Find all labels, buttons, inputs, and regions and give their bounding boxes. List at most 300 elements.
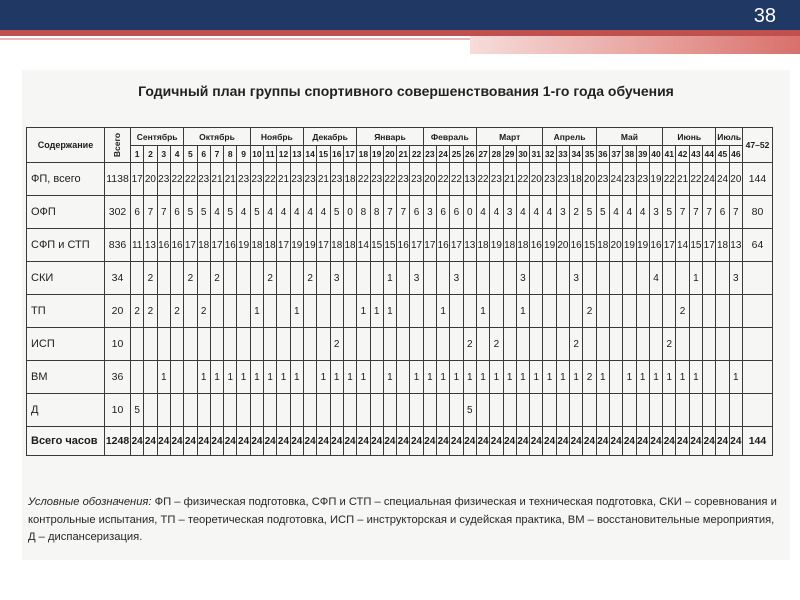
week-cell bbox=[184, 394, 197, 427]
week-cell bbox=[503, 295, 516, 328]
week-cell: 4 bbox=[530, 196, 543, 229]
week-cell: 18 bbox=[476, 229, 489, 262]
week-cell bbox=[343, 295, 356, 328]
week-cell: 2 bbox=[330, 328, 343, 361]
week-cell: 6 bbox=[437, 196, 450, 229]
row-total: 36 bbox=[105, 361, 131, 394]
week-cell bbox=[649, 328, 662, 361]
week-cell bbox=[184, 295, 197, 328]
week-cell bbox=[490, 262, 503, 295]
week-cell: 1 bbox=[450, 361, 463, 394]
week-cell bbox=[663, 295, 676, 328]
week-cell bbox=[530, 295, 543, 328]
week-number: 23 bbox=[423, 146, 436, 163]
summary-week-cell: 24 bbox=[423, 427, 436, 456]
table-row bbox=[27, 361, 773, 394]
week-cell bbox=[716, 295, 729, 328]
week-cell bbox=[649, 295, 662, 328]
week-cell: 7 bbox=[383, 196, 396, 229]
week-cell: 3 bbox=[556, 196, 569, 229]
week-cell bbox=[237, 394, 250, 427]
week-cell: 16 bbox=[397, 229, 410, 262]
week-cell: 13 bbox=[463, 163, 476, 196]
week-cell bbox=[290, 328, 303, 361]
week-cell: 24 bbox=[716, 163, 729, 196]
summary-week-cell: 24 bbox=[490, 427, 503, 456]
week-cell: 1 bbox=[663, 361, 676, 394]
week-cell: 2 bbox=[170, 295, 183, 328]
summary-week-cell: 24 bbox=[330, 427, 343, 456]
week-cell bbox=[423, 295, 436, 328]
week-cell bbox=[556, 394, 569, 427]
week-cell: 20 bbox=[144, 163, 157, 196]
week-cell: 6 bbox=[131, 196, 144, 229]
week-cell: 5 bbox=[330, 196, 343, 229]
week-cell: 21 bbox=[210, 163, 223, 196]
week-cell bbox=[676, 262, 689, 295]
week-cell bbox=[370, 361, 383, 394]
week-cell bbox=[397, 262, 410, 295]
week-number: 39 bbox=[636, 146, 649, 163]
week-cell bbox=[317, 328, 330, 361]
week-number: 32 bbox=[543, 146, 556, 163]
week-cell bbox=[623, 328, 636, 361]
summary-row bbox=[27, 427, 773, 456]
total-header bbox=[105, 128, 131, 163]
week-cell bbox=[716, 328, 729, 361]
week-number: 9 bbox=[237, 146, 250, 163]
week-cell: 1 bbox=[357, 361, 370, 394]
week-cell: 18 bbox=[516, 229, 529, 262]
month-header: Декабрь bbox=[303, 128, 356, 146]
week-cell bbox=[397, 394, 410, 427]
month-header: Май bbox=[596, 128, 663, 146]
week-cell: 1 bbox=[649, 361, 662, 394]
row-total: 10 bbox=[105, 394, 131, 427]
week-cell bbox=[596, 394, 609, 427]
week-cell: 19 bbox=[649, 163, 662, 196]
final-weeks-cell bbox=[742, 394, 772, 427]
week-cell bbox=[716, 262, 729, 295]
week-cell: 6 bbox=[716, 196, 729, 229]
week-cell bbox=[583, 328, 596, 361]
final-weeks-cell bbox=[742, 328, 772, 361]
week-number: 4 bbox=[170, 146, 183, 163]
week-cell: 23 bbox=[157, 163, 170, 196]
week-cell: 17 bbox=[423, 229, 436, 262]
week-cell: 23 bbox=[303, 163, 316, 196]
week-cell bbox=[343, 262, 356, 295]
week-number: 38 bbox=[623, 146, 636, 163]
week-cell bbox=[157, 394, 170, 427]
week-number: 36 bbox=[596, 146, 609, 163]
scanned-document bbox=[22, 70, 790, 560]
summary-week-cell: 24 bbox=[370, 427, 383, 456]
week-cell: 1 bbox=[157, 361, 170, 394]
week-number: 7 bbox=[210, 146, 223, 163]
week-cell bbox=[703, 328, 716, 361]
week-cell bbox=[623, 295, 636, 328]
week-cell bbox=[184, 328, 197, 361]
week-number: 43 bbox=[689, 146, 702, 163]
week-cell: 1 bbox=[330, 361, 343, 394]
week-number: 30 bbox=[516, 146, 529, 163]
week-cell: 15 bbox=[689, 229, 702, 262]
week-cell bbox=[596, 295, 609, 328]
week-cell bbox=[303, 328, 316, 361]
week-cell bbox=[237, 295, 250, 328]
final-weeks-cell: 144 bbox=[742, 163, 772, 196]
week-cell bbox=[636, 262, 649, 295]
summary-week-cell: 24 bbox=[277, 427, 290, 456]
summary-total: 1248 bbox=[105, 427, 131, 456]
week-cell: 1 bbox=[210, 361, 223, 394]
week-cell bbox=[210, 394, 223, 427]
week-cell: 1 bbox=[476, 361, 489, 394]
week-cell bbox=[224, 394, 237, 427]
slide-accent-line bbox=[0, 38, 470, 40]
week-cell: 2 bbox=[570, 196, 583, 229]
table-row bbox=[27, 394, 773, 427]
week-cell bbox=[729, 295, 742, 328]
week-cell: 8 bbox=[357, 196, 370, 229]
week-cell bbox=[450, 394, 463, 427]
week-cell: 1 bbox=[250, 361, 263, 394]
week-cell: 1 bbox=[623, 361, 636, 394]
row-total: 20 bbox=[105, 295, 131, 328]
week-cell: 2 bbox=[463, 328, 476, 361]
week-cell: 21 bbox=[503, 163, 516, 196]
summary-week-cell: 24 bbox=[290, 427, 303, 456]
week-cell bbox=[410, 394, 423, 427]
row-label: ТП bbox=[27, 295, 105, 328]
week-cell bbox=[516, 394, 529, 427]
week-cell: 5 bbox=[184, 196, 197, 229]
week-cell: 1 bbox=[437, 295, 450, 328]
month-header: Сентябрь bbox=[131, 128, 184, 146]
week-cell: 16 bbox=[170, 229, 183, 262]
week-cell: 4 bbox=[609, 196, 622, 229]
week-cell bbox=[357, 394, 370, 427]
week-number: 12 bbox=[277, 146, 290, 163]
week-cell: 17 bbox=[210, 229, 223, 262]
week-cell: 0 bbox=[343, 196, 356, 229]
week-number: 19 bbox=[370, 146, 383, 163]
week-number: 27 bbox=[476, 146, 489, 163]
summary-week-cell: 24 bbox=[170, 427, 183, 456]
week-number: 20 bbox=[383, 146, 396, 163]
week-cell: 1 bbox=[689, 361, 702, 394]
week-cell: 18 bbox=[250, 229, 263, 262]
week-cell: 1 bbox=[383, 361, 396, 394]
week-cell bbox=[383, 328, 396, 361]
week-cell bbox=[476, 262, 489, 295]
slide-header-bar bbox=[0, 0, 800, 30]
week-cell: 22 bbox=[357, 163, 370, 196]
week-cell: 3 bbox=[516, 262, 529, 295]
week-cell bbox=[423, 394, 436, 427]
week-number: 22 bbox=[410, 146, 423, 163]
legend bbox=[28, 494, 784, 547]
week-cell bbox=[609, 295, 622, 328]
summary-final-weeks: 144 bbox=[742, 427, 772, 456]
week-number: 31 bbox=[530, 146, 543, 163]
week-number: 44 bbox=[703, 146, 716, 163]
week-cell bbox=[170, 262, 183, 295]
week-cell bbox=[623, 262, 636, 295]
row-label: Д bbox=[27, 394, 105, 427]
week-cell: 7 bbox=[157, 196, 170, 229]
week-cell bbox=[570, 295, 583, 328]
week-cell: 22 bbox=[663, 163, 676, 196]
week-cell: 13 bbox=[144, 229, 157, 262]
week-cell: 1 bbox=[676, 361, 689, 394]
row-label: ИСП bbox=[27, 328, 105, 361]
month-header: Июль bbox=[716, 128, 743, 146]
week-cell: 2 bbox=[264, 262, 277, 295]
summary-week-cell: 24 bbox=[157, 427, 170, 456]
week-cell: 13 bbox=[729, 229, 742, 262]
week-number: 29 bbox=[503, 146, 516, 163]
week-cell: 1 bbox=[237, 361, 250, 394]
week-cell: 22 bbox=[170, 163, 183, 196]
week-cell bbox=[490, 295, 503, 328]
week-cell bbox=[157, 295, 170, 328]
week-cell: 24 bbox=[703, 163, 716, 196]
week-cell: 4 bbox=[264, 196, 277, 229]
row-total: 34 bbox=[105, 262, 131, 295]
week-cell: 4 bbox=[290, 196, 303, 229]
week-cell: 4 bbox=[277, 196, 290, 229]
row-label: ФП, всего bbox=[27, 163, 105, 196]
week-cell: 0 bbox=[463, 196, 476, 229]
week-number: 26 bbox=[463, 146, 476, 163]
week-cell bbox=[703, 295, 716, 328]
week-cell: 2 bbox=[144, 295, 157, 328]
week-cell: 2 bbox=[210, 262, 223, 295]
week-cell bbox=[583, 394, 596, 427]
week-cell: 23 bbox=[636, 163, 649, 196]
week-cell bbox=[609, 262, 622, 295]
week-cell: 24 bbox=[609, 163, 622, 196]
week-cell: 3 bbox=[330, 262, 343, 295]
week-cell: 3 bbox=[423, 196, 436, 229]
summary-week-cell: 24 bbox=[596, 427, 609, 456]
week-cell: 23 bbox=[397, 163, 410, 196]
week-cell bbox=[583, 262, 596, 295]
week-number: 45 bbox=[716, 146, 729, 163]
row-total: 302 bbox=[105, 196, 131, 229]
week-cell: 23 bbox=[410, 163, 423, 196]
month-header: Апрель bbox=[543, 128, 596, 146]
week-cell bbox=[250, 394, 263, 427]
week-cell bbox=[144, 328, 157, 361]
week-cell bbox=[463, 262, 476, 295]
week-cell bbox=[676, 328, 689, 361]
week-cell: 22 bbox=[264, 163, 277, 196]
summary-week-cell: 24 bbox=[663, 427, 676, 456]
summary-week-cell: 24 bbox=[636, 427, 649, 456]
week-cell bbox=[250, 262, 263, 295]
week-cell: 23 bbox=[330, 163, 343, 196]
week-cell: 7 bbox=[703, 196, 716, 229]
week-cell: 16 bbox=[570, 229, 583, 262]
week-number: 16 bbox=[330, 146, 343, 163]
week-cell bbox=[370, 328, 383, 361]
week-cell: 2 bbox=[583, 361, 596, 394]
week-cell bbox=[397, 295, 410, 328]
final-weeks-cell: 80 bbox=[742, 196, 772, 229]
week-number: 6 bbox=[197, 146, 210, 163]
week-cell: 2 bbox=[144, 262, 157, 295]
week-cell: 1 bbox=[463, 361, 476, 394]
table-row bbox=[27, 163, 773, 196]
week-cell bbox=[410, 295, 423, 328]
week-cell bbox=[197, 394, 210, 427]
week-cell: 17 bbox=[410, 229, 423, 262]
summary-week-cell: 24 bbox=[609, 427, 622, 456]
slide-page-number: 38 bbox=[753, 5, 776, 27]
week-cell: 17 bbox=[184, 229, 197, 262]
week-cell bbox=[450, 295, 463, 328]
week-cell: 2 bbox=[570, 328, 583, 361]
week-cell: 4 bbox=[210, 196, 223, 229]
legend-text: ФП – физическая подготовка, СФП и СТП – специальная физическая и техническая подготовка, СКИ – соревнования и контрольные испытания, ТП – теоретическая подготовка, ИСП – инструкторская и судейская практика, ВМ – восстановительные мероприятия, Д – диспансеризация. bbox=[28, 496, 777, 543]
week-cell: 2 bbox=[303, 262, 316, 295]
week-cell: 3 bbox=[410, 262, 423, 295]
week-cell: 19 bbox=[237, 229, 250, 262]
week-cell: 20 bbox=[530, 163, 543, 196]
week-cell: 1 bbox=[370, 295, 383, 328]
week-cell: 1 bbox=[250, 295, 263, 328]
week-number: 18 bbox=[357, 146, 370, 163]
week-cell bbox=[503, 262, 516, 295]
week-cell bbox=[490, 394, 503, 427]
week-cell: 17 bbox=[703, 229, 716, 262]
week-cell: 3 bbox=[503, 196, 516, 229]
week-cell bbox=[503, 394, 516, 427]
plan-title: Годичный план группы спортивного совершенствования 1-го года обучения bbox=[138, 83, 674, 99]
week-cell bbox=[224, 262, 237, 295]
summary-week-cell: 24 bbox=[530, 427, 543, 456]
week-cell bbox=[357, 262, 370, 295]
week-cell: 18 bbox=[343, 229, 356, 262]
week-cell: 1 bbox=[317, 361, 330, 394]
week-cell bbox=[463, 295, 476, 328]
week-cell bbox=[317, 394, 330, 427]
week-cell bbox=[703, 262, 716, 295]
final-weeks-header: 47–52 bbox=[742, 128, 772, 163]
week-cell: 5 bbox=[250, 196, 263, 229]
week-number: 17 bbox=[343, 146, 356, 163]
week-cell: 1 bbox=[689, 262, 702, 295]
summary-week-cell: 24 bbox=[317, 427, 330, 456]
week-cell: 8 bbox=[370, 196, 383, 229]
week-cell bbox=[729, 394, 742, 427]
week-cell: 19 bbox=[636, 229, 649, 262]
week-cell: 1 bbox=[543, 361, 556, 394]
week-cell: 1 bbox=[224, 361, 237, 394]
week-cell: 15 bbox=[383, 229, 396, 262]
week-cell: 17 bbox=[317, 229, 330, 262]
week-cell: 2 bbox=[184, 262, 197, 295]
week-cell bbox=[370, 394, 383, 427]
week-cell: 7 bbox=[676, 196, 689, 229]
week-cell bbox=[636, 394, 649, 427]
week-cell: 23 bbox=[197, 163, 210, 196]
summary-week-cell: 24 bbox=[623, 427, 636, 456]
table-row bbox=[27, 229, 773, 262]
week-cell bbox=[303, 361, 316, 394]
week-cell: 23 bbox=[370, 163, 383, 196]
summary-week-cell: 24 bbox=[144, 427, 157, 456]
week-cell bbox=[543, 328, 556, 361]
week-cell bbox=[503, 328, 516, 361]
week-cell bbox=[649, 394, 662, 427]
week-cell: 1 bbox=[636, 361, 649, 394]
final-weeks-cell bbox=[742, 295, 772, 328]
week-cell: 4 bbox=[636, 196, 649, 229]
week-cell: 2 bbox=[131, 295, 144, 328]
week-cell bbox=[277, 394, 290, 427]
week-number: 11 bbox=[264, 146, 277, 163]
week-cell: 13 bbox=[463, 229, 476, 262]
week-cell bbox=[277, 262, 290, 295]
week-cell: 4 bbox=[623, 196, 636, 229]
row-total: 10 bbox=[105, 328, 131, 361]
week-cell bbox=[476, 328, 489, 361]
summary-week-cell: 24 bbox=[476, 427, 489, 456]
week-cell: 1 bbox=[290, 361, 303, 394]
week-cell: 14 bbox=[357, 229, 370, 262]
week-cell: 23 bbox=[623, 163, 636, 196]
summary-week-cell: 24 bbox=[197, 427, 210, 456]
week-cell bbox=[410, 328, 423, 361]
week-cell bbox=[423, 262, 436, 295]
week-cell bbox=[264, 295, 277, 328]
plan-body bbox=[27, 163, 773, 456]
week-cell bbox=[170, 394, 183, 427]
summary-week-cell: 24 bbox=[503, 427, 516, 456]
week-cell bbox=[516, 328, 529, 361]
month-header: Ноябрь bbox=[250, 128, 303, 146]
week-cell bbox=[636, 295, 649, 328]
week-cell bbox=[636, 328, 649, 361]
week-cell: 5 bbox=[583, 196, 596, 229]
week-cell bbox=[609, 361, 622, 394]
plan-table bbox=[26, 127, 773, 456]
summary-week-cell: 24 bbox=[676, 427, 689, 456]
week-cell bbox=[144, 394, 157, 427]
week-cell: 3 bbox=[570, 262, 583, 295]
week-cell bbox=[277, 295, 290, 328]
week-cell bbox=[290, 262, 303, 295]
summary-week-cell: 24 bbox=[383, 427, 396, 456]
week-cell bbox=[317, 295, 330, 328]
row-label: ВМ bbox=[27, 361, 105, 394]
week-cell: 16 bbox=[437, 229, 450, 262]
legend-label: Условные обозначения: bbox=[28, 496, 152, 508]
summary-week-cell: 24 bbox=[703, 427, 716, 456]
content-header: Содержание bbox=[27, 128, 105, 163]
week-cell bbox=[543, 394, 556, 427]
week-cell: 6 bbox=[450, 196, 463, 229]
summary-week-cell: 24 bbox=[437, 427, 450, 456]
week-cell: 5 bbox=[663, 196, 676, 229]
week-cell: 7 bbox=[729, 196, 742, 229]
week-cell: 4 bbox=[649, 262, 662, 295]
week-cell bbox=[264, 394, 277, 427]
